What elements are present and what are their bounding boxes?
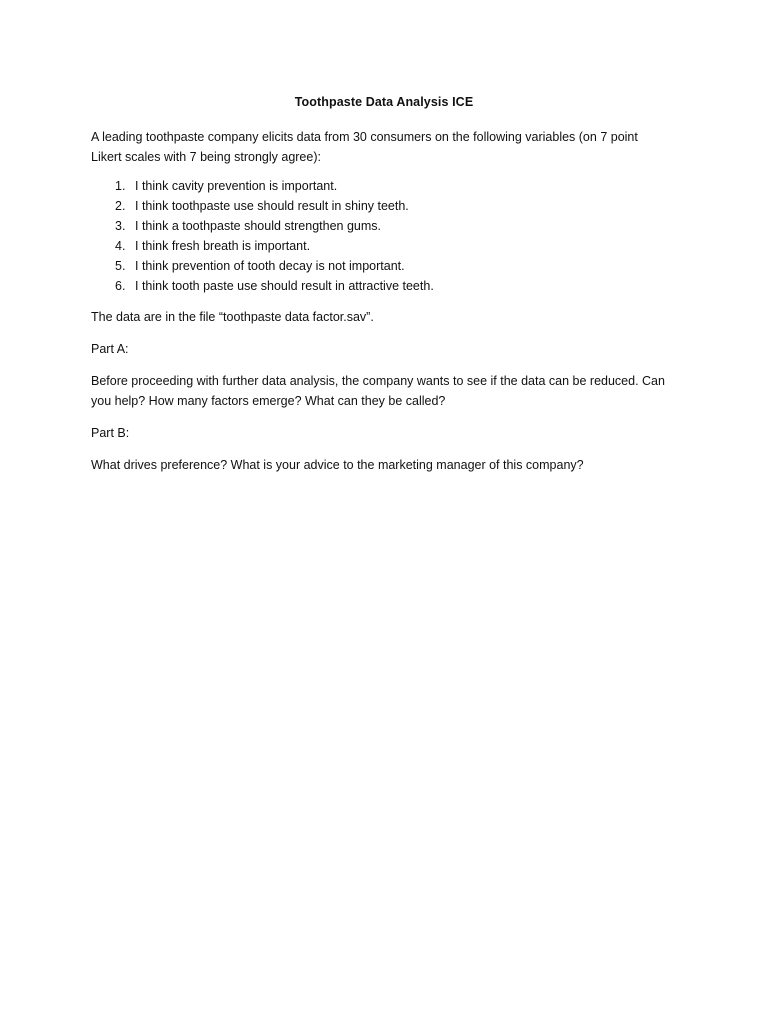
list-item — [91, 176, 671, 196]
list-item — [91, 216, 671, 236]
list-item-number: 4. — [115, 239, 126, 253]
part-a-label: Part A: — [91, 342, 129, 356]
part-a-text: Before proceeding with further data analysis, the company wants to see if the data can be reduced. Can you help? How many factors emerge? What can they be called? — [91, 374, 665, 408]
list-item-number: 6. — [115, 279, 126, 293]
data-file-note: The data are in the file “toothpaste data factor.sav”. — [91, 310, 374, 324]
list-item-text: I think cavity prevention is important. — [135, 179, 338, 193]
part-b-text: What drives preference? What is your advice to the marketing manager of this company? — [91, 458, 584, 472]
intro-paragraph: A leading toothpaste company elicits data from 30 consumers on the following variables (on 7 point Likert scales with 7 being strongly agree): — [91, 130, 638, 164]
list-item — [91, 276, 671, 296]
list-item-text: I think fresh breath is important. — [135, 239, 311, 253]
list-item-text: I think tooth paste use should result in attractive teeth. — [135, 279, 434, 293]
list-item — [91, 256, 671, 276]
list-item-text: I think prevention of tooth decay is not important. — [135, 259, 405, 273]
list-item-number: 1. — [115, 179, 126, 193]
list-item-number: 2. — [115, 199, 126, 213]
document-title: Toothpaste Data Analysis ICE — [294, 95, 474, 109]
variable-list — [91, 176, 671, 296]
list-item-text: I think toothpaste use should result in shiny teeth. — [135, 199, 409, 213]
list-item-text: I think a toothpaste should strengthen gums. — [135, 219, 381, 233]
list-item — [91, 236, 671, 256]
part-b-label: Part B: — [91, 426, 130, 440]
document-body — [91, 127, 671, 487]
list-item — [91, 196, 671, 216]
list-item-number: 5. — [115, 259, 126, 273]
list-item-number: 3. — [115, 219, 126, 233]
